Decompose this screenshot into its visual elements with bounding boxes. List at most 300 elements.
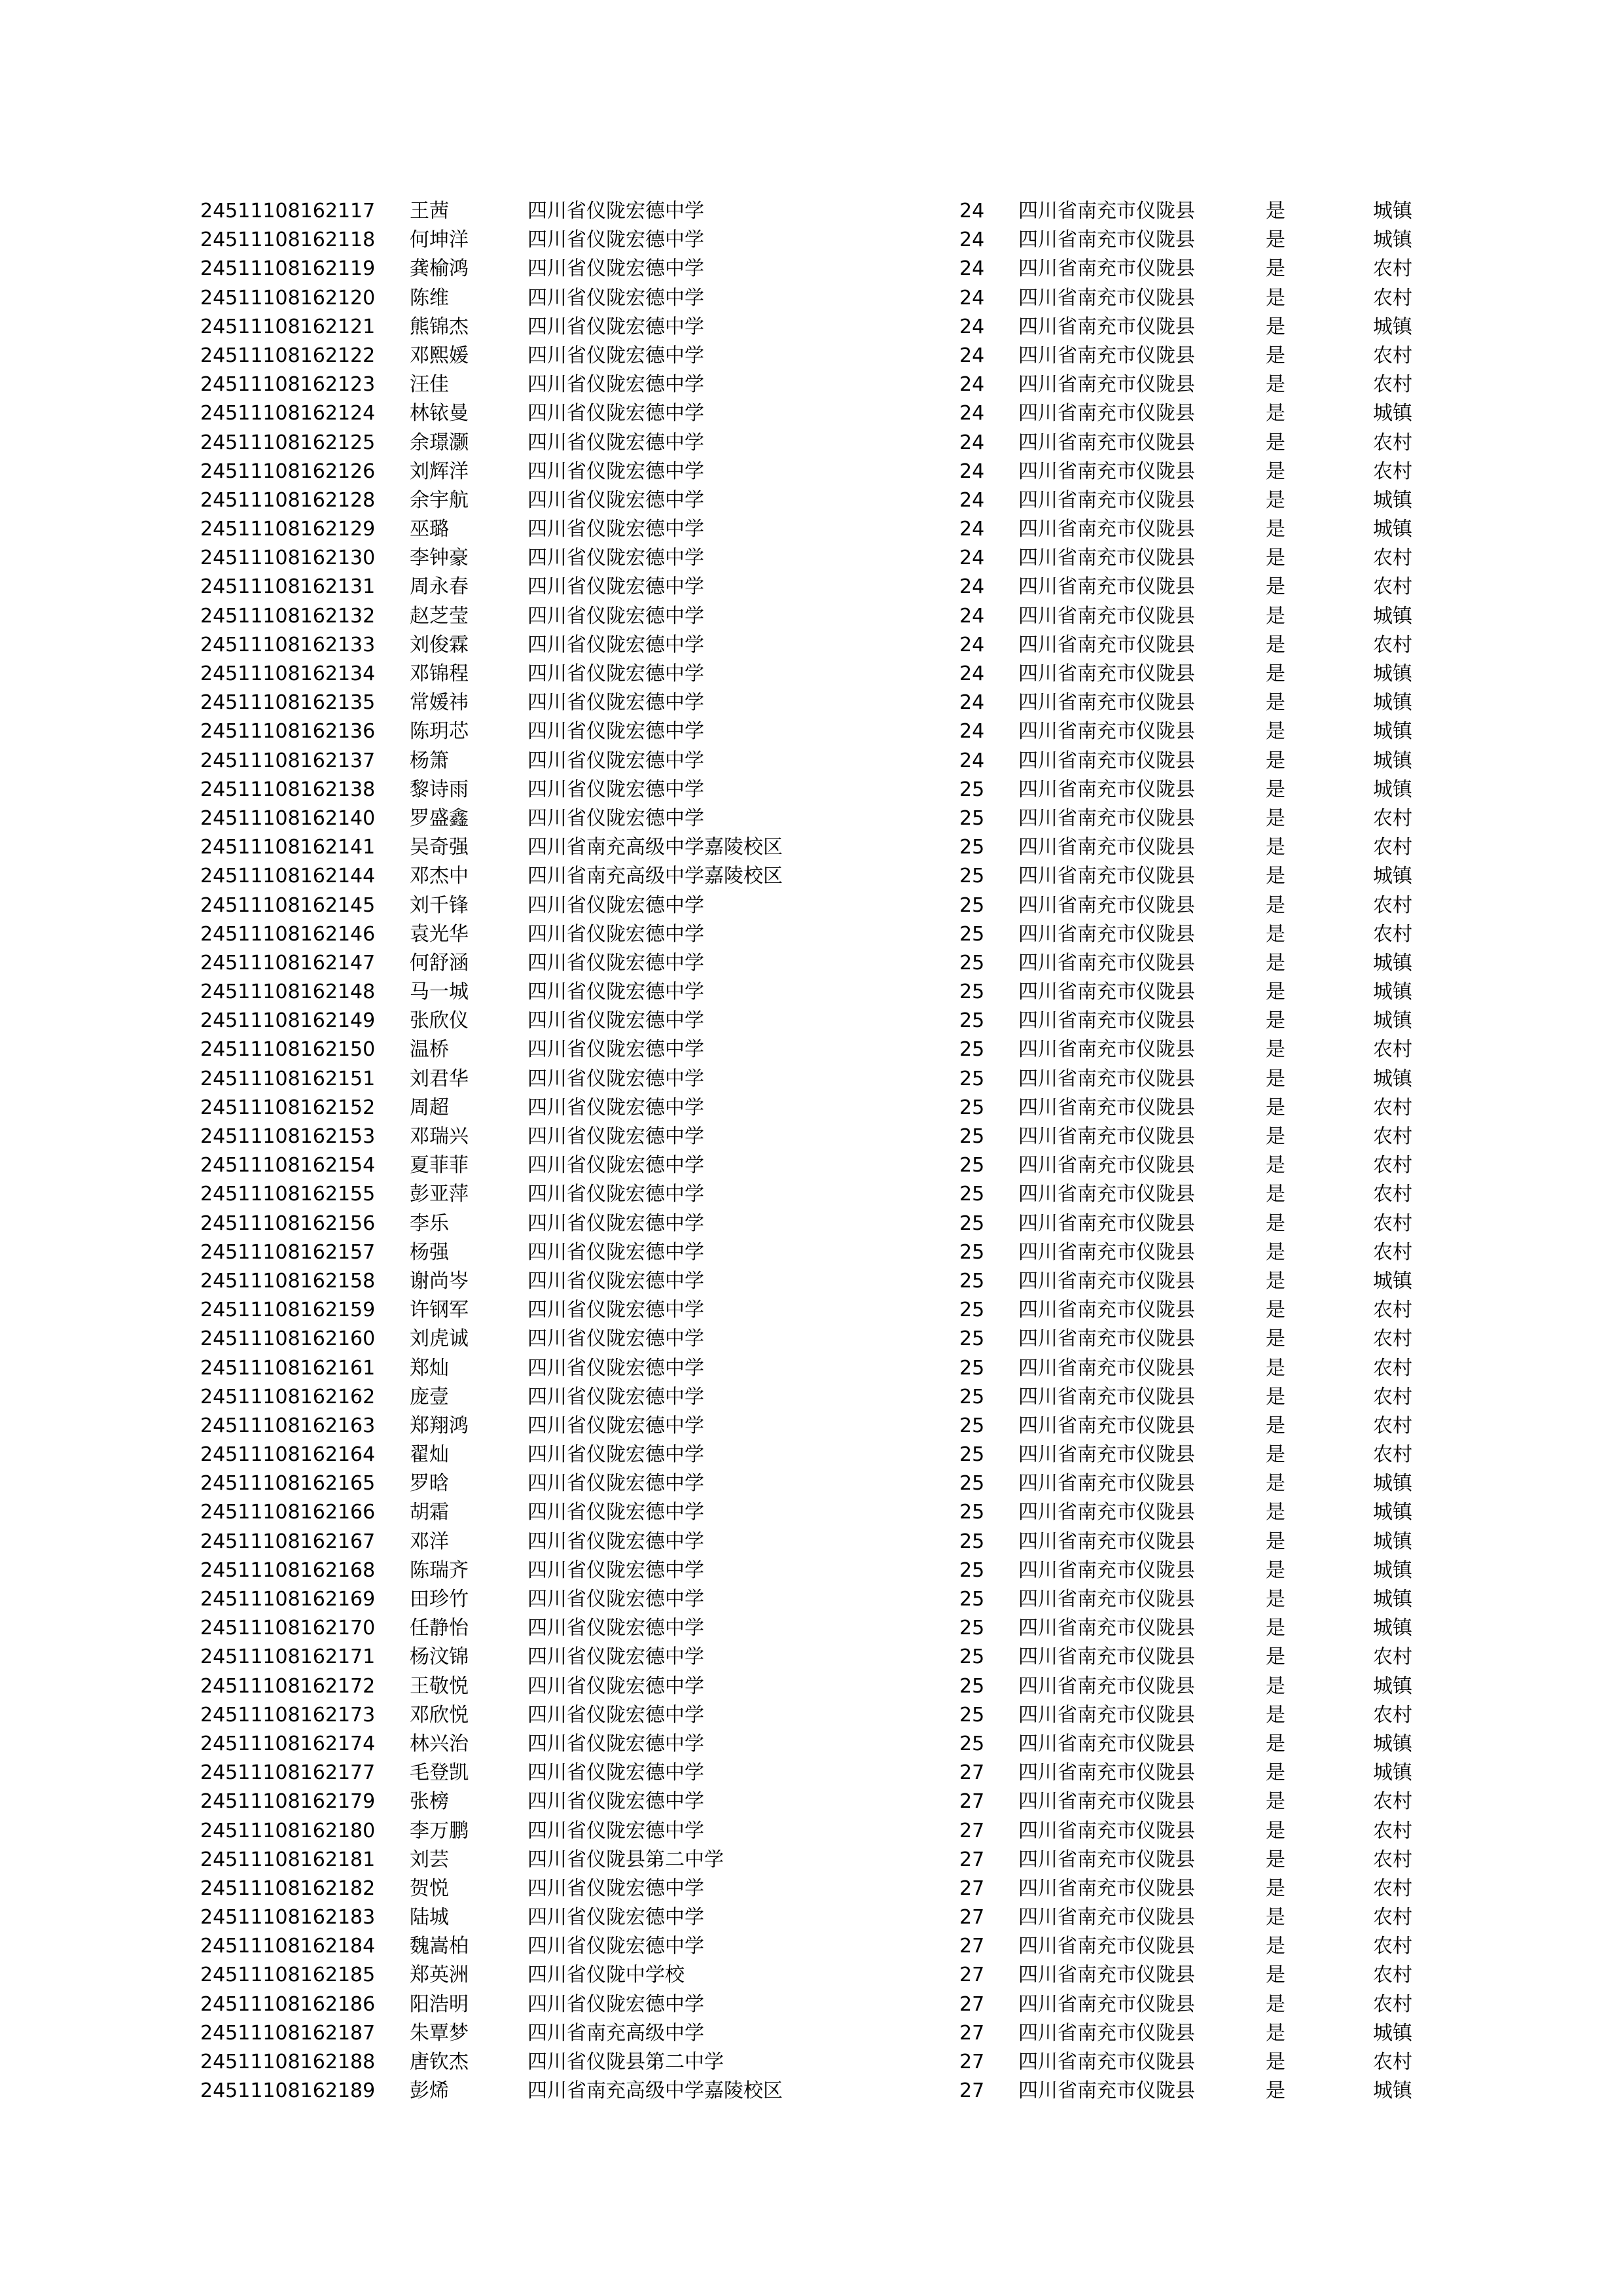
- score-cell: 24: [959, 315, 985, 338]
- table-row: [200, 1210, 1444, 1238]
- flag-cell: 是: [1266, 200, 1285, 223]
- score-cell: 24: [959, 402, 985, 425]
- flag-cell: 是: [1266, 1964, 1285, 1987]
- flag-cell: 是: [1266, 1327, 1285, 1351]
- score-cell: 25: [959, 865, 985, 888]
- flag-cell: 是: [1266, 893, 1285, 917]
- student-id-cell: 24511108162159: [200, 1299, 376, 1322]
- flag-cell: 是: [1266, 373, 1285, 397]
- school-cell: 四川省仪陇宏德中学: [527, 344, 704, 367]
- flag-cell: 是: [1266, 1935, 1285, 1958]
- table-row: [200, 1556, 1444, 1585]
- student-id-cell: 24511108162168: [200, 1558, 376, 1582]
- area-type-cell: 城镇: [1373, 662, 1412, 685]
- region-cell: 四川省南充市仪陇县: [1018, 720, 1195, 744]
- student-name-cell: 邓洋: [410, 1530, 449, 1553]
- student-id-cell: 24511108162126: [200, 459, 376, 483]
- area-type-cell: 农村: [1373, 1125, 1412, 1148]
- student-id-cell: 24511108162149: [200, 1009, 376, 1033]
- score-cell: 27: [959, 1819, 985, 1842]
- table-row: [200, 804, 1444, 833]
- table-row: [200, 313, 1444, 342]
- score-cell: 25: [959, 1125, 985, 1148]
- table-row: [200, 1846, 1444, 1874]
- student-id-cell: 24511108162167: [200, 1530, 376, 1553]
- area-type-cell: 城镇: [1373, 691, 1412, 715]
- area-type-cell: 农村: [1373, 1327, 1412, 1351]
- score-cell: 25: [959, 1038, 985, 1062]
- school-cell: 四川省仪陇宏德中学: [527, 373, 704, 397]
- table-row: [200, 2019, 1444, 2048]
- region-cell: 四川省南充市仪陇县: [1018, 691, 1195, 715]
- table-row: [200, 1035, 1444, 1064]
- student-name-cell: 周超: [410, 1096, 449, 1119]
- area-type-cell: 农村: [1373, 1703, 1412, 1727]
- student-id-cell: 24511108162174: [200, 1732, 376, 1755]
- region-cell: 四川省南充市仪陇县: [1018, 1935, 1195, 1958]
- area-type-cell: 农村: [1373, 547, 1412, 570]
- student-id-cell: 24511108162185: [200, 1964, 376, 1987]
- school-cell: 四川省仪陇宏德中学: [527, 1067, 704, 1090]
- table-row: [200, 457, 1444, 486]
- table-row: [200, 1383, 1444, 1412]
- student-name-cell: 龚榆鸿: [410, 257, 469, 281]
- table-row: [200, 978, 1444, 1007]
- school-cell: 四川省仪陇宏德中学: [527, 1645, 704, 1669]
- student-id-cell: 24511108162124: [200, 402, 376, 425]
- area-type-cell: 农村: [1373, 1038, 1412, 1062]
- flag-cell: 是: [1266, 1125, 1285, 1148]
- score-cell: 24: [959, 604, 985, 628]
- area-type-cell: 城镇: [1373, 315, 1412, 338]
- flag-cell: 是: [1266, 1617, 1285, 1640]
- table-row: [200, 776, 1444, 804]
- score-cell: 27: [959, 1906, 985, 1929]
- student-id-cell: 24511108162132: [200, 604, 376, 628]
- school-cell: 四川省仪陇宏德中学: [527, 1096, 704, 1119]
- flag-cell: 是: [1266, 1154, 1285, 1177]
- flag-cell: 是: [1266, 1009, 1285, 1033]
- flag-cell: 是: [1266, 1096, 1285, 1119]
- area-type-cell: 农村: [1373, 1992, 1412, 2016]
- student-id-cell: 24511108162186: [200, 1992, 376, 2016]
- flag-cell: 是: [1266, 518, 1285, 541]
- flag-cell: 是: [1266, 1732, 1285, 1755]
- school-cell: 四川省仪陇宏德中学: [527, 1906, 704, 1929]
- score-cell: 24: [959, 575, 985, 599]
- area-type-cell: 农村: [1373, 1876, 1412, 1900]
- student-name-cell: 唐钦杰: [410, 2051, 469, 2073]
- flag-cell: 是: [1266, 402, 1285, 425]
- area-type-cell: 农村: [1373, 1211, 1412, 1235]
- table-row: [200, 1412, 1444, 1441]
- score-cell: 25: [959, 1211, 985, 1235]
- flag-cell: 是: [1266, 1299, 1285, 1322]
- flag-cell: 是: [1266, 865, 1285, 888]
- school-cell: 四川省仪陇宏德中学: [527, 200, 704, 223]
- table-row: [200, 1267, 1444, 1296]
- flag-cell: 是: [1266, 691, 1285, 715]
- score-cell: 24: [959, 459, 985, 483]
- score-cell: 27: [959, 1964, 985, 1987]
- table-row: [200, 1759, 1444, 1787]
- student-id-cell: 24511108162179: [200, 1790, 376, 1814]
- student-id-cell: 24511108162172: [200, 1674, 376, 1698]
- school-cell: 四川省南充高级中学嘉陵校区: [527, 836, 783, 859]
- student-table: [200, 197, 1444, 2106]
- student-id-cell: 24511108162177: [200, 1761, 376, 1785]
- student-id-cell: 24511108162129: [200, 518, 376, 541]
- student-id-cell: 24511108162181: [200, 1848, 376, 1871]
- region-cell: 四川省南充市仪陇县: [1018, 1385, 1195, 1408]
- student-name-cell: 毛登凯: [410, 1761, 469, 1785]
- score-cell: 27: [959, 2079, 985, 2103]
- school-cell: 四川省仪陇宏德中学: [527, 893, 704, 917]
- student-name-cell: 刘虎诚: [410, 1327, 469, 1351]
- student-name-cell: 田珍竹: [410, 1588, 469, 1611]
- region-cell: 四川省南充市仪陇县: [1018, 1096, 1195, 1119]
- student-name-cell: 刘辉洋: [410, 459, 469, 483]
- table-row: [200, 717, 1444, 746]
- flag-cell: 是: [1266, 1038, 1285, 1062]
- area-type-cell: 农村: [1373, 286, 1412, 310]
- table-row: [200, 660, 1444, 689]
- region-cell: 四川省南充市仪陇县: [1018, 1761, 1195, 1785]
- score-cell: 25: [959, 806, 985, 830]
- flag-cell: 是: [1266, 1472, 1285, 1496]
- student-name-cell: 杨箫: [410, 749, 449, 772]
- table-row: [200, 747, 1444, 776]
- student-id-cell: 24511108162137: [200, 749, 376, 772]
- student-name-cell: 杨汶锦: [410, 1645, 469, 1669]
- school-cell: 四川省仪陇宏德中学: [527, 1414, 704, 1437]
- student-name-cell: 王茜: [410, 200, 449, 223]
- region-cell: 四川省南充市仪陇县: [1018, 1009, 1195, 1033]
- school-cell: 四川省仪陇宏德中学: [527, 1617, 704, 1640]
- student-id-cell: 24511108162119: [200, 257, 376, 281]
- score-cell: 25: [959, 1356, 985, 1380]
- region-cell: 四川省南充市仪陇县: [1018, 633, 1195, 656]
- area-type-cell: 城镇: [1373, 228, 1412, 252]
- region-cell: 四川省南充市仪陇县: [1018, 1356, 1195, 1380]
- area-type-cell: 城镇: [1373, 1067, 1412, 1090]
- score-cell: 25: [959, 1501, 985, 1524]
- area-type-cell: 城镇: [1373, 778, 1412, 801]
- table-row: [200, 689, 1444, 717]
- student-id-cell: 24511108162123: [200, 373, 376, 397]
- flag-cell: 是: [1266, 2079, 1285, 2103]
- school-cell: 四川省仪陇宏德中学: [527, 459, 704, 483]
- flag-cell: 是: [1266, 604, 1285, 628]
- table-row: [200, 833, 1444, 862]
- area-type-cell: 城镇: [1373, 200, 1412, 223]
- school-cell: 四川省仪陇宏德中学: [527, 547, 704, 570]
- score-cell: 27: [959, 1876, 985, 1900]
- table-row: [200, 891, 1444, 920]
- table-row: [200, 515, 1444, 544]
- region-cell: 四川省南充市仪陇县: [1018, 1964, 1195, 1987]
- student-name-cell: 彭烯: [410, 2079, 449, 2103]
- student-name-cell: 罗盛鑫: [410, 806, 469, 830]
- school-cell: 四川省仪陇宏德中学: [527, 633, 704, 656]
- score-cell: 24: [959, 547, 985, 570]
- flag-cell: 是: [1266, 1530, 1285, 1553]
- score-cell: 24: [959, 286, 985, 310]
- area-type-cell: 农村: [1373, 836, 1412, 859]
- school-cell: 四川省仪陇宏德中学: [527, 1009, 704, 1033]
- student-name-cell: 杨强: [410, 1240, 449, 1264]
- table-row: [200, 1441, 1444, 1469]
- table-row: [200, 1932, 1444, 1961]
- school-cell: 四川省南充高级中学: [527, 2021, 704, 2045]
- area-type-cell: 农村: [1373, 893, 1412, 917]
- school-cell: 四川省仪陇宏德中学: [527, 1819, 704, 1842]
- flag-cell: 是: [1266, 1356, 1285, 1380]
- student-id-cell: 24511108162156: [200, 1211, 376, 1235]
- student-id-cell: 24511108162165: [200, 1472, 376, 1496]
- score-cell: 27: [959, 1848, 985, 1871]
- table-row: [200, 486, 1444, 515]
- score-cell: 24: [959, 662, 985, 685]
- table-row: [200, 1325, 1444, 1354]
- region-cell: 四川省南充市仪陇县: [1018, 865, 1195, 888]
- score-cell: 24: [959, 720, 985, 744]
- flag-cell: 是: [1266, 1819, 1285, 1842]
- student-id-cell: 24511108162138: [200, 778, 376, 801]
- area-type-cell: 农村: [1373, 1964, 1412, 1987]
- area-type-cell: 农村: [1373, 1790, 1412, 1814]
- table-row: [200, 429, 1444, 457]
- area-type-cell: 农村: [1373, 373, 1412, 397]
- region-cell: 四川省南充市仪陇县: [1018, 778, 1195, 801]
- student-name-cell: 邓熙媛: [410, 344, 469, 367]
- flag-cell: 是: [1266, 286, 1285, 310]
- student-id-cell: 24511108162158: [200, 1269, 376, 1293]
- region-cell: 四川省南充市仪陇县: [1018, 1790, 1195, 1814]
- student-id-cell: 24511108162136: [200, 720, 376, 744]
- school-cell: 四川省仪陇宏德中学: [527, 1472, 704, 1496]
- region-cell: 四川省南充市仪陇县: [1018, 1674, 1195, 1698]
- flag-cell: 是: [1266, 1703, 1285, 1727]
- flag-cell: 是: [1266, 2051, 1285, 2073]
- region-cell: 四川省南充市仪陇县: [1018, 922, 1195, 946]
- score-cell: 25: [959, 1472, 985, 1496]
- student-name-cell: 袁光华: [410, 922, 469, 946]
- school-cell: 四川省仪陇宏德中学: [527, 1125, 704, 1148]
- school-cell: 四川省仪陇宏德中学: [527, 1183, 704, 1206]
- region-cell: 四川省南充市仪陇县: [1018, 1125, 1195, 1148]
- flag-cell: 是: [1266, 778, 1285, 801]
- student-name-cell: 许钢军: [410, 1299, 469, 1322]
- table-row: [200, 1672, 1444, 1701]
- table-row: [200, 1354, 1444, 1383]
- score-cell: 25: [959, 1299, 985, 1322]
- flag-cell: 是: [1266, 488, 1285, 512]
- area-type-cell: 农村: [1373, 1443, 1412, 1467]
- region-cell: 四川省南充市仪陇县: [1018, 1732, 1195, 1755]
- student-name-cell: 朱覃梦: [410, 2021, 469, 2045]
- student-name-cell: 庞壹: [410, 1385, 449, 1408]
- student-name-cell: 刘芸: [410, 1848, 449, 1871]
- table-row: [200, 573, 1444, 601]
- area-type-cell: 农村: [1373, 1299, 1412, 1322]
- table-row: [200, 1065, 1444, 1094]
- score-cell: 27: [959, 1790, 985, 1814]
- region-cell: 四川省南充市仪陇县: [1018, 2079, 1195, 2103]
- table-row: [200, 1903, 1444, 1932]
- table-row: [200, 602, 1444, 631]
- score-cell: 25: [959, 1414, 985, 1437]
- student-name-cell: 夏菲菲: [410, 1154, 469, 1177]
- region-cell: 四川省南充市仪陇县: [1018, 1617, 1195, 1640]
- flag-cell: 是: [1266, 547, 1285, 570]
- flag-cell: 是: [1266, 1876, 1285, 1900]
- region-cell: 四川省南充市仪陇县: [1018, 1154, 1195, 1177]
- student-id-cell: 24511108162164: [200, 1443, 376, 1467]
- area-type-cell: 城镇: [1373, 1501, 1412, 1524]
- student-name-cell: 何坤洋: [410, 228, 469, 252]
- student-name-cell: 郑英洲: [410, 1964, 469, 1987]
- school-cell: 四川省仪陇宏德中学: [527, 980, 704, 1004]
- student-id-cell: 24511108162133: [200, 633, 376, 656]
- flag-cell: 是: [1266, 1992, 1285, 2016]
- score-cell: 25: [959, 1240, 985, 1264]
- table-row: [200, 1238, 1444, 1267]
- school-cell: 四川省仪陇宏德中学: [527, 1992, 704, 2016]
- student-name-cell: 马一城: [410, 980, 469, 1004]
- region-cell: 四川省南充市仪陇县: [1018, 1530, 1195, 1553]
- student-name-cell: 赵芝莹: [410, 604, 469, 628]
- student-id-cell: 24511108162150: [200, 1038, 376, 1062]
- flag-cell: 是: [1266, 575, 1285, 599]
- region-cell: 四川省南充市仪陇县: [1018, 286, 1195, 310]
- area-type-cell: 城镇: [1373, 1558, 1412, 1582]
- flag-cell: 是: [1266, 806, 1285, 830]
- region-cell: 四川省南充市仪陇县: [1018, 1211, 1195, 1235]
- score-cell: 27: [959, 1992, 985, 2016]
- table-row: [200, 399, 1444, 428]
- table-row: [200, 1701, 1444, 1730]
- area-type-cell: 城镇: [1373, 2079, 1412, 2103]
- school-cell: 四川省仪陇宏德中学: [527, 806, 704, 830]
- flag-cell: 是: [1266, 1443, 1285, 1467]
- table-row: [200, 1296, 1444, 1325]
- student-id-cell: 24511108162161: [200, 1356, 376, 1380]
- school-cell: 四川省仪陇宏德中学: [527, 604, 704, 628]
- area-type-cell: 城镇: [1373, 749, 1412, 772]
- flag-cell: 是: [1266, 1674, 1285, 1698]
- score-cell: 24: [959, 257, 985, 281]
- area-type-cell: 农村: [1373, 575, 1412, 599]
- school-cell: 四川省仪陇宏德中学: [527, 951, 704, 975]
- student-id-cell: 24511108162120: [200, 286, 376, 310]
- region-cell: 四川省南充市仪陇县: [1018, 2051, 1195, 2073]
- school-cell: 四川省仪陇宏德中学: [527, 691, 704, 715]
- table-row: [200, 862, 1444, 891]
- school-cell: 四川省仪陇中学校: [527, 1964, 685, 1987]
- school-cell: 四川省仪陇宏德中学: [527, 662, 704, 685]
- score-cell: 25: [959, 1154, 985, 1177]
- flag-cell: 是: [1266, 662, 1285, 685]
- student-name-cell: 阳浩明: [410, 1992, 469, 2016]
- region-cell: 四川省南充市仪陇县: [1018, 1703, 1195, 1727]
- region-cell: 四川省南充市仪陇县: [1018, 1848, 1195, 1871]
- score-cell: 25: [959, 1443, 985, 1467]
- student-name-cell: 汪佳: [410, 373, 449, 397]
- score-cell: 27: [959, 1761, 985, 1785]
- student-id-cell: 24511108162121: [200, 315, 376, 338]
- area-type-cell: 农村: [1373, 1154, 1412, 1177]
- area-type-cell: 农村: [1373, 1240, 1412, 1264]
- flag-cell: 是: [1266, 1067, 1285, 1090]
- flag-cell: 是: [1266, 1645, 1285, 1669]
- region-cell: 四川省南充市仪陇县: [1018, 749, 1195, 772]
- region-cell: 四川省南充市仪陇县: [1018, 1414, 1195, 1437]
- area-type-cell: 城镇: [1373, 1588, 1412, 1611]
- score-cell: 25: [959, 1067, 985, 1090]
- school-cell: 四川省仪陇宏德中学: [527, 402, 704, 425]
- school-cell: 四川省仪陇宏德中学: [527, 1935, 704, 1958]
- area-type-cell: 农村: [1373, 1096, 1412, 1119]
- student-name-cell: 刘千锋: [410, 893, 469, 917]
- table-row: [200, 949, 1444, 978]
- region-cell: 四川省南充市仪陇县: [1018, 315, 1195, 338]
- area-type-cell: 城镇: [1373, 1009, 1412, 1033]
- student-name-cell: 任静怡: [410, 1617, 469, 1640]
- student-name-cell: 林铱曼: [410, 402, 469, 425]
- region-cell: 四川省南充市仪陇县: [1018, 402, 1195, 425]
- score-cell: 24: [959, 431, 985, 454]
- region-cell: 四川省南充市仪陇县: [1018, 518, 1195, 541]
- school-cell: 四川省仪陇宏德中学: [527, 431, 704, 454]
- student-name-cell: 魏嵩柏: [410, 1935, 469, 1958]
- region-cell: 四川省南充市仪陇县: [1018, 1906, 1195, 1929]
- region-cell: 四川省南充市仪陇县: [1018, 1501, 1195, 1524]
- area-type-cell: 农村: [1373, 2051, 1412, 2073]
- score-cell: 25: [959, 922, 985, 946]
- area-type-cell: 农村: [1373, 1819, 1412, 1842]
- student-id-cell: 24511108162147: [200, 951, 376, 975]
- school-cell: 四川省仪陇县第二中学: [527, 1848, 724, 1871]
- student-id-cell: 24511108162187: [200, 2021, 376, 2045]
- student-id-cell: 24511108162188: [200, 2051, 376, 2073]
- student-id-cell: 24511108162140: [200, 806, 376, 830]
- student-name-cell: 刘俊霖: [410, 633, 469, 656]
- region-cell: 四川省南充市仪陇县: [1018, 373, 1195, 397]
- region-cell: 四川省南充市仪陇县: [1018, 1443, 1195, 1467]
- score-cell: 25: [959, 1183, 985, 1206]
- region-cell: 四川省南充市仪陇县: [1018, 1067, 1195, 1090]
- score-cell: 25: [959, 1588, 985, 1611]
- school-cell: 四川省仪陇宏德中学: [527, 1211, 704, 1235]
- table-row: [200, 197, 1444, 226]
- student-name-cell: 余璟灏: [410, 431, 469, 454]
- table-row: [200, 2077, 1444, 2106]
- area-type-cell: 农村: [1373, 806, 1412, 830]
- table-row: [200, 1990, 1444, 2019]
- score-cell: 25: [959, 951, 985, 975]
- school-cell: 四川省仪陇宏德中学: [527, 575, 704, 599]
- school-cell: 四川省仪陇宏德中学: [527, 1558, 704, 1582]
- area-type-cell: 农村: [1373, 1906, 1412, 1929]
- school-cell: 四川省仪陇宏德中学: [527, 257, 704, 281]
- score-cell: 24: [959, 691, 985, 715]
- school-cell: 四川省仪陇宏德中学: [527, 1674, 704, 1698]
- student-name-cell: 吴奇强: [410, 836, 469, 859]
- student-id-cell: 24511108162170: [200, 1617, 376, 1640]
- student-name-cell: 陈维: [410, 286, 449, 310]
- student-id-cell: 24511108162128: [200, 488, 376, 512]
